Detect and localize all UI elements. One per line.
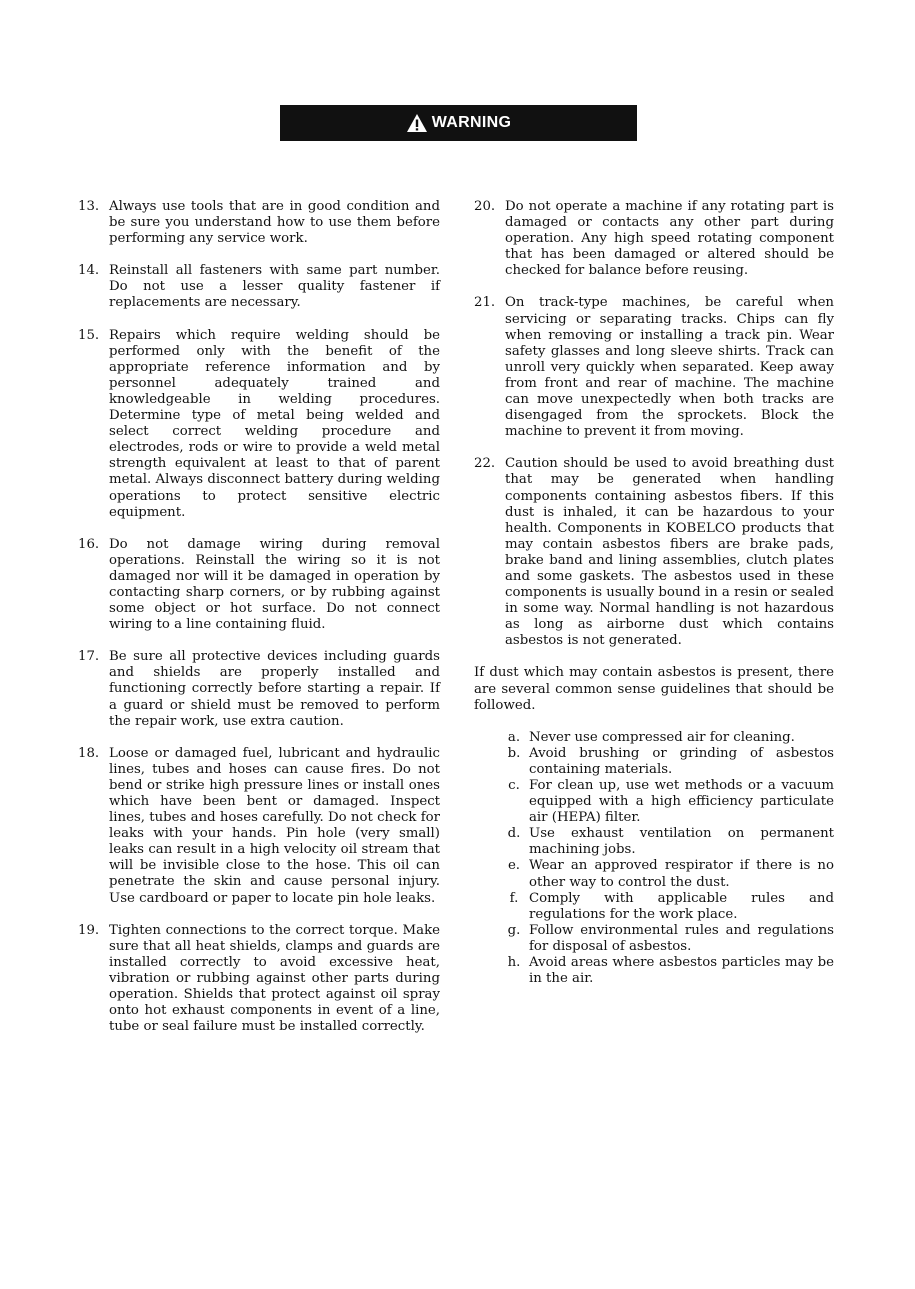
guideline-item [499,730,834,746]
item-number: 16. [78,536,100,552]
guideline-item [499,955,834,987]
guideline-item [499,746,834,778]
guideline-letter: d. [507,826,521,842]
guideline-letter: g. [507,922,521,938]
item-number: 14. [78,263,100,279]
left-column [78,199,440,1051]
right-column [474,199,834,987]
list-item [78,649,440,729]
item-number: 19. [78,922,100,938]
guideline-letter: c. [508,778,520,793]
item-number: 22. [474,456,496,472]
guideline-text: Follow environmental rules and regulations for disposal of asbestos. [529,922,834,954]
guideline-letter: e. [507,858,521,874]
guideline-list [474,730,834,988]
item-text: Caution should be used to avoid breathing dust that may be generated when handling components containing asbestos fibers. If this dust is inhaled, it can be hazardous to your health. Components in KOBELCO products that may contain asbestos fibers are brake pads, brake band and lining assemblies, clutch plates and some gaskets. The asbestos used in these components is usually bound in a resin or sealed in some way. Normal handling is not hazardous as long as airborne dust which contains asbestos is not generated. [505,456,834,649]
guideline-text: Wear an approved respirator if there is no other way to control the dust. [529,858,834,890]
guideline-item [499,923,834,955]
item-text: Be sure all protective devices including guards and shields are properly installed and functioning correctly before starting a repair. If a guard or shield must be removed to perform the repair work, use extra caution. [109,649,440,729]
guideline-text: Comply with applicable rules and regulations for the work place. [529,890,834,922]
item-number: 13. [78,199,100,214]
warning-label: WARNING [431,114,512,131]
warning-triangle-icon [406,113,428,133]
list-item [474,456,834,649]
item-number: 17. [78,649,100,665]
item-text: On track-type machines, be careful when servicing or separating tracks. Chips can fly when removing or installing a track pin. Wear safety glasses and long sleeve shirts. Track can unroll very quickly when separated. Keep away from front and rear of machine. The machine can move unexpectedly when both tracks are disengaged from the sprockets. Block the machine to prevent it from moving. [505,295,834,440]
item-number: 18. [78,745,100,761]
list-item [474,199,834,279]
item-number: 21. [474,295,496,311]
item-text: Do not operate a machine if any rotating part is damaged or contacts any other part during operation. Any high speed rotating component that has been damaged or altered should be checked for balance before reusing. [505,199,834,279]
item-text: Tighten connections to the correct torque. Make sure that all heat shields, clamps and guards are installed correctly to avoid excessive heat, vibration or rubbing against other parts during operation. Shields that protect against oil spray onto hot exhaust components in event of a line, tube or seal failure must be installed correctly. [109,922,440,1035]
guideline-letter: b. [507,745,521,761]
guideline-letter: a. [507,729,521,745]
item-text: Always use tools that are in good condition and be sure you understand how to use them before performing any service work. [109,199,440,247]
guideline-item [499,778,834,826]
guideline-text: Use exhaust ventilation on permanent machining jobs. [529,826,834,858]
guideline-letter: h. [507,955,521,971]
list-item [78,923,440,1036]
guideline-letter: f. [509,890,519,906]
warning-banner [280,105,637,141]
guideline-item [499,891,834,923]
item-text: Reinstall all fasteners with same part number. Do not use a lesser quality fastener if replacements are necessary. [109,263,440,311]
guideline-text: Never use compressed air for cleaning. [529,729,795,745]
item-number: 20. [474,199,496,214]
guideline-text: Avoid brushing or grinding of asbestos containing materials. [529,745,834,777]
list-item [78,746,440,907]
guideline-text: For clean up, use wet methods or a vacuum equipped with a high efficiency particulate air (HEPA) filter. [529,778,834,826]
item-text: Repairs which require welding should be performed only with the benefit of the appropriate reference information and by personnel adequately trained and knowledgeable in welding procedures. Determine type of metal being welded and select correct welding procedure and electrodes, rods or wire to provide a weld metal strength equivalent at least to that of parent metal. Always disconnect battery during welding operations to protect sensitive electric equipment. [109,327,440,520]
list-item [78,263,440,311]
item-number: 15. [78,327,100,343]
asbestos-intro: If dust which may contain asbestos is present, there are several common sense guidelines that should be followed. [474,665,834,713]
list-item [78,537,440,634]
item-text: Do not damage wiring during removal operations. Reinstall the wiring so it is not damaged nor will it be damaged in operation by contacting sharp corners, or by rubbing against some object or hot surface. Do not connect wiring to a line containing fluid. [109,536,440,633]
guideline-item [499,858,834,890]
list-item [78,199,440,247]
guideline-text: Avoid areas where asbestos particles may be in the air. [529,955,834,987]
list-item [78,328,440,521]
list-item [474,295,834,440]
guideline-item [499,826,834,858]
item-text: Loose or damaged fuel, lubricant and hydraulic lines, tubes and hoses can cause fires. Do not bend or strike high pressure lines or install ones which have been bent or damaged. Inspect lines, tubes and hoses carefully. Do not check for leaks with your hands. Pin hole (very small) leaks can result in a high velocity oil stream that will be invisible close to the hose. This oil can penetrate the skin and cause personal injury. Use cardboard or paper to locate pin hole leaks. [109,745,440,906]
